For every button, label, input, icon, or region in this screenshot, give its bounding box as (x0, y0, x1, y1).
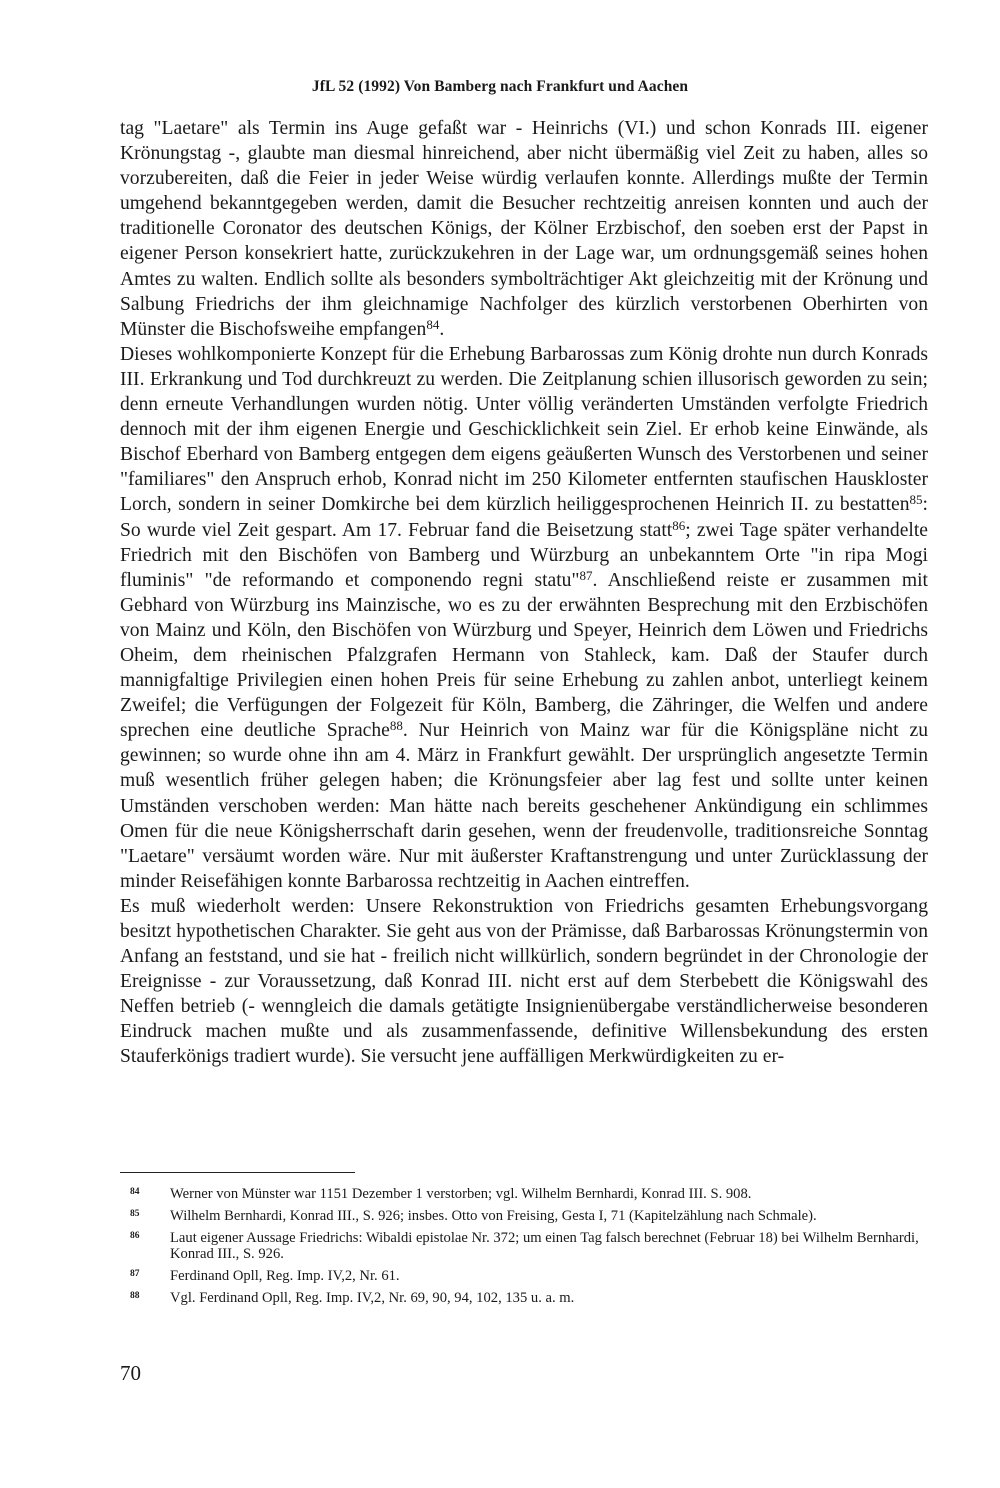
footnote-ref: 84 (426, 316, 440, 332)
text-run: tag "Laetare" als Termin ins Auge gefaßt war - Heinrichs (VI.) und schon Konrads III. eigener Krönungstag -, glaubte man diesmal hinreichend, aber nicht übermäßig viel Zeit zu haben, alles so vorzubereiten, daß die Feier in jeder Weise würdig verlaufen konnte. Allerdings mußte der Termin umgehend bekanntgegeben werden, damit die Besucher rechtzeitig anreisen konnten und auch der traditionelle Coronator des deutschen Königs, der Kölner Erzbischof, den soeben erst der Papst in eigener Person konsekriert hatte, zurückzukehren in der Lage war, um ordnungsgemäß seines hohen Amtes zu walten. Endlich sollte als besonders symbolträchtiger Akt gleichzeitig mit der Krönung und Salbung Friedrichs der ihm gleichnamige Nachfolger des kürzlich verstorbenen Oberhirten von Münster die Bischofsweihe empfangen (120, 118, 928, 340)
paragraph (120, 894, 928, 1070)
paragraph (120, 342, 928, 894)
text-run: Dieses wohlkomponierte Konzept für die Erhebung Barbarossas zum König drohte nun durch Konrads III. Erkrankung und Tod durchkreuzt zu werden. Die Zeitplanung schien illusorisch geworden zu sein; denn erneute Verhandlungen wurden nötig. Unter völlig veränderten Umständen verfolgte Friedrich dennoch mit der ihm eigenen Energie und Geschicklichkeit sein Ziel. Er erhob keine Einwände, als Bischof Eberhard von Bamberg entgegen dem eigens geäußerten Wunsch des Verstorbenen und seiner "familiares" den Anspruch erhob, Konrad nicht im 250 Kilometer entfernten staufischen Hauskloster Lorch, sondern in seiner Domkirche bei dem kürzlich heiliggesprochenen Heinrich II. zu bestatten (120, 343, 928, 516)
footnote-text: Vgl. Ferdinand Opll, Reg. Imp. IV,2, Nr. 69, 90, 94, 102, 135 u. a. m. (170, 1290, 575, 1306)
footnote-number: 84 (130, 1187, 140, 1197)
page-number: 70 (120, 1361, 141, 1385)
running-header: JfL 52 (1992) Von Bamberg nach Frankfurt und Aachen (311, 78, 689, 95)
footnote (130, 1208, 928, 1224)
footnote-number: 87 (130, 1269, 140, 1279)
text-run: ; zwei Tage später verhandelte Friedrich mit den Bischöfen von Bamberg und Würzburg an unbekanntem Orte "in ripa Mogi fluminis" "de reformando et componendo regni statu" (120, 519, 928, 591)
body-text (120, 116, 928, 1070)
footnote-number: 86 (130, 1231, 140, 1241)
footnote-number: 88 (130, 1291, 140, 1301)
footnote-text: Wilhelm Bernhardi, Konrad III., S. 926; insbes. Otto von Freising, Gesta I, 71 (Kapitelzählung nach Schmale). (170, 1208, 817, 1224)
footnote-ref: 88 (389, 718, 403, 734)
footnote-ref: 85 (909, 492, 923, 508)
footnote (130, 1230, 928, 1262)
text-run: Es muß wiederholt werden: Unsere Rekonstruktion von Friedrichs gesamten Erhebungsvorgang besitzt hypothetischen Charakter. Sie geht aus von der Prämisse, daß Barbarossas Krönungstermin von Anfang an feststand, und sie hat - freilich nicht willkürlich, sondern begründet in der Chronologie der Ereignisse - zur Voraussetzung, daß Konrad III. nicht erst auf dem Sterbebett die Königswahl des Neffen betrieb (- wenngleich die damals getätigte Insignienübergabe verständlicherweise besonderen Eindruck machen mußte und als zusammenfassende, definitive Willensbekundung des ersten Stauferkönigs tradiert wurde). Sie versucht jene auffälligen Merkwürdigkeiten zu er- (120, 895, 928, 1068)
text-run: . Nur Heinrich von Mainz war für die Königspläne nicht zu gewinnen; so wurde ohne ihn am 4. März in Frankfurt gewählt. Der ursprünglich angesetzte Termin muß wesentlich früher gelegen haben; die Krönungsfeier aber lag fest und sollte unter keinen Umständen verschoben werden: Man hätte nach bereits geschehener Ankündigung ein schlimmes Omen für die neue Königsherrschaft darin gesehen, wenn der freudenvolle, traditionsreiche Sonntag "Laetare" versäumt worden wäre. Nur mit äußerster Kraftanstrengung und unter Zurücklassung der minder Reisefähigen konnte Barbarossa rechtzeitig in Aachen eintreffen. (120, 720, 928, 892)
footnote-ref: 87 (579, 567, 593, 583)
footnote (130, 1290, 928, 1306)
footnote-text: Ferdinand Opll, Reg. Imp. IV,2, Nr. 61. (170, 1268, 400, 1284)
paragraph (120, 116, 928, 342)
footnote-number: 85 (130, 1209, 140, 1219)
text-run: : So wurde viel Zeit gespart. Am 17. Februar fand die Beisetzung statt (120, 494, 928, 541)
footnotes (130, 1186, 928, 1312)
text-run: . (439, 318, 445, 340)
footnote-ref: 86 (672, 517, 686, 533)
footnote-text: Werner von Münster war 1151 Dezember 1 verstorben; vgl. Wilhelm Bernhardi, Konrad III. S. 908. (170, 1186, 752, 1202)
text-run: . Anschließend reiste er zusammen mit Gebhard von Würzburg ins Mainzische, wo es zu der erwähnten Besprechung mit den Erzbischöfen von Mainz und Köln, den Bischöfen von Würzburg und Speyer, Heinrich dem Löwen und Friedrichs Oheim, dem rheinischen Pfalzgrafen Hermann von Stahleck, kam. Daß der Staufer durch mannigfaltige Privilegien einen hohen Preis für seine Erhebung zu zahlen anbot, unterliegt keinem Zweifel; die Verfügungen der Folgezeit für Köln, Bamberg, die Zähringer, die Welfen und andere sprechen eine deutliche Sprache (120, 569, 928, 742)
footnote-text: Laut eigener Aussage Friedrichs: Wibaldi epistolae Nr. 372; um einen Tag falsch berechnet (Februar 18) bei Wilhelm Bernhardi, Konrad III., S. 926. (170, 1230, 919, 1262)
footnote (130, 1186, 928, 1202)
footnote (130, 1268, 928, 1284)
footnote-separator (120, 1172, 355, 1173)
